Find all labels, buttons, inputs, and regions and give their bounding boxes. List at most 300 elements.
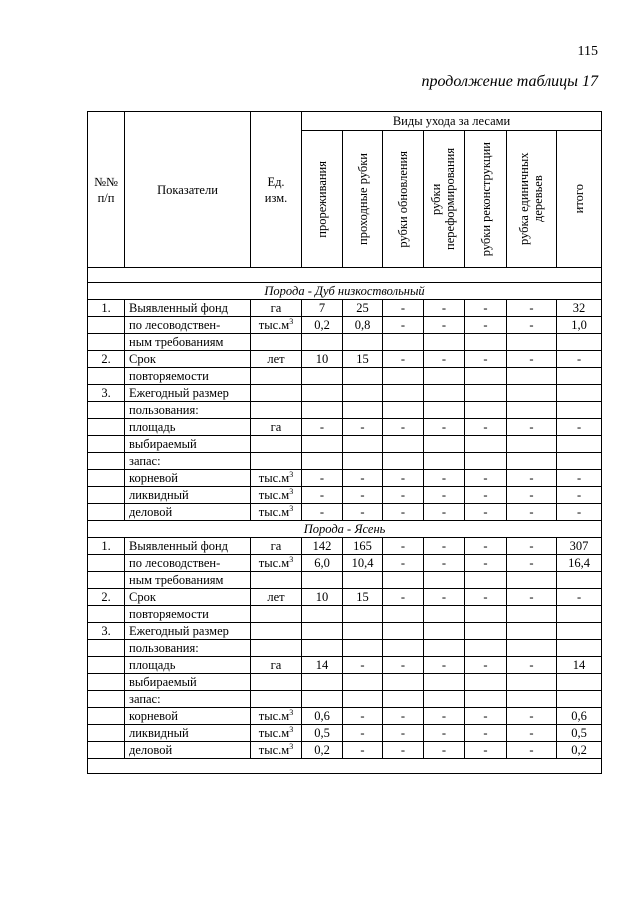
value-cell: -	[465, 300, 507, 317]
row-unit	[251, 504, 302, 521]
row-label: корневой	[125, 470, 251, 487]
row-label: повторяемости	[125, 368, 251, 385]
value-cell: -	[465, 504, 507, 521]
row-number	[88, 419, 125, 436]
row-label: ликвидный	[125, 487, 251, 504]
value-cell: -	[383, 351, 424, 368]
value-cell	[507, 640, 557, 657]
value-cell: -	[507, 742, 557, 759]
value-cell: -	[343, 487, 383, 504]
row-label: запас:	[125, 691, 251, 708]
row-label: по лесоводствен-	[125, 317, 251, 334]
row-unit	[251, 742, 302, 759]
row-unit	[251, 487, 302, 504]
value-cell	[383, 453, 424, 470]
value-cell: -	[465, 708, 507, 725]
value-cell	[557, 623, 602, 640]
row-label: запас:	[125, 453, 251, 470]
row-unit	[251, 351, 302, 368]
row-number	[88, 640, 125, 657]
value-cell: 0,2	[302, 742, 343, 759]
value-cell: 16,4	[557, 555, 602, 572]
header-type-cell	[557, 131, 602, 268]
row-label: по лесоводствен-	[125, 555, 251, 572]
table-row	[88, 487, 602, 504]
value-cell	[302, 640, 343, 657]
header-type-cell	[302, 131, 343, 268]
value-cell: 0,6	[557, 708, 602, 725]
table-row	[88, 436, 602, 453]
spacer-row	[88, 759, 602, 774]
unit-text: га	[270, 420, 282, 434]
row-unit	[251, 623, 302, 640]
value-cell	[302, 334, 343, 351]
value-cell: 6,0	[302, 555, 343, 572]
table-row	[88, 538, 602, 555]
header-type-label: прореживания	[315, 160, 329, 238]
value-cell	[557, 453, 602, 470]
value-cell	[343, 674, 383, 691]
value-cell	[343, 402, 383, 419]
value-cell: 0,2	[302, 317, 343, 334]
value-cell	[557, 334, 602, 351]
header-type-cell	[343, 131, 383, 268]
header-type-label: рубки обновления	[396, 150, 410, 248]
value-cell	[507, 436, 557, 453]
row-unit	[251, 657, 302, 674]
value-cell: -	[343, 725, 383, 742]
table-row	[88, 623, 602, 640]
row-number	[88, 470, 125, 487]
row-unit	[251, 470, 302, 487]
row-number: 3.	[88, 385, 125, 402]
row-unit	[251, 368, 302, 385]
row-label: Выявленный фонд	[125, 538, 251, 555]
table-row	[88, 300, 602, 317]
row-number	[88, 572, 125, 589]
value-cell: -	[557, 470, 602, 487]
header-type-label: рубки переформирования	[429, 147, 457, 251]
value-cell	[557, 640, 602, 657]
value-cell: -	[424, 555, 465, 572]
row-label: корневой	[125, 708, 251, 725]
row-unit	[251, 317, 302, 334]
value-cell: -	[557, 419, 602, 436]
row-unit	[251, 538, 302, 555]
row-number	[88, 691, 125, 708]
table-row	[88, 572, 602, 589]
row-unit	[251, 385, 302, 402]
unit-text: тыс.м	[258, 709, 290, 723]
row-label: Ежегодный размер	[125, 385, 251, 402]
value-cell	[424, 606, 465, 623]
value-cell	[383, 402, 424, 419]
value-cell: -	[465, 487, 507, 504]
value-cell	[343, 606, 383, 623]
breed-title: Порода - Дуб низкоствольный	[88, 283, 602, 300]
row-label: пользования:	[125, 402, 251, 419]
row-number	[88, 317, 125, 334]
value-cell	[302, 674, 343, 691]
value-cell	[383, 640, 424, 657]
row-label: ным требованиям	[125, 334, 251, 351]
unit-text: тыс.м	[258, 743, 290, 757]
value-cell: -	[424, 470, 465, 487]
value-cell: -	[302, 470, 343, 487]
row-unit	[251, 691, 302, 708]
header-type-label: рубка единичных деревьев	[516, 152, 545, 246]
value-cell: -	[424, 351, 465, 368]
value-cell	[302, 402, 343, 419]
value-cell	[465, 572, 507, 589]
value-cell: -	[465, 317, 507, 334]
table-body	[88, 268, 602, 774]
header-type-label: проходные рубки	[355, 153, 370, 245]
value-cell: -	[507, 470, 557, 487]
value-cell: -	[383, 725, 424, 742]
value-cell: -	[507, 657, 557, 674]
value-cell	[465, 453, 507, 470]
value-cell	[557, 691, 602, 708]
value-cell	[343, 334, 383, 351]
spacer-row	[88, 268, 602, 283]
value-cell	[302, 436, 343, 453]
spacer-cell	[88, 759, 602, 774]
table-row	[88, 470, 602, 487]
table-row	[88, 606, 602, 623]
unit-text: тыс.м	[258, 318, 290, 332]
row-number: 2.	[88, 351, 125, 368]
value-cell	[343, 453, 383, 470]
value-cell	[557, 385, 602, 402]
table-row	[88, 317, 602, 334]
value-cell: -	[507, 419, 557, 436]
value-cell: -	[383, 742, 424, 759]
value-cell: -	[383, 657, 424, 674]
value-cell	[507, 368, 557, 385]
unit-text: лет	[267, 352, 285, 366]
unit-exponent: 3	[289, 503, 294, 513]
value-cell: -	[343, 657, 383, 674]
value-cell: 142	[302, 538, 343, 555]
value-cell	[465, 402, 507, 419]
table-row	[88, 640, 602, 657]
row-number	[88, 334, 125, 351]
value-cell	[343, 640, 383, 657]
unit-text: тыс.м	[258, 488, 290, 502]
table-row	[88, 453, 602, 470]
row-label: Срок	[125, 351, 251, 368]
value-cell	[424, 453, 465, 470]
value-cell: -	[343, 419, 383, 436]
value-cell	[383, 436, 424, 453]
unit-exponent: 3	[289, 724, 294, 734]
forest-care-table	[87, 111, 602, 774]
value-cell	[424, 334, 465, 351]
value-cell: -	[465, 555, 507, 572]
row-number: 3.	[88, 623, 125, 640]
value-cell	[557, 402, 602, 419]
row-label: ным требованиям	[125, 572, 251, 589]
row-unit	[251, 572, 302, 589]
table-row	[88, 368, 602, 385]
value-cell	[302, 368, 343, 385]
spacer-cell	[88, 268, 602, 283]
value-cell: -	[383, 538, 424, 555]
value-cell	[343, 572, 383, 589]
value-cell	[302, 606, 343, 623]
table-row	[88, 691, 602, 708]
value-cell: -	[557, 487, 602, 504]
value-cell	[507, 674, 557, 691]
row-label: ликвидный	[125, 725, 251, 742]
unit-text: тыс.м	[258, 471, 290, 485]
value-cell	[383, 368, 424, 385]
value-cell	[465, 623, 507, 640]
value-cell: -	[465, 742, 507, 759]
unit-exponent: 3	[289, 741, 294, 751]
value-cell	[424, 402, 465, 419]
value-cell: 25	[343, 300, 383, 317]
unit-exponent: 3	[289, 486, 294, 496]
value-cell: -	[465, 657, 507, 674]
value-cell: -	[557, 504, 602, 521]
row-number	[88, 487, 125, 504]
value-cell: 307	[557, 538, 602, 555]
value-cell: -	[465, 470, 507, 487]
value-cell: 32	[557, 300, 602, 317]
header-type-cell	[383, 131, 424, 268]
value-cell	[465, 385, 507, 402]
value-cell	[424, 572, 465, 589]
table-row	[88, 708, 602, 725]
value-cell: -	[465, 538, 507, 555]
breed-row	[88, 521, 602, 538]
row-unit	[251, 453, 302, 470]
header-indicators: Показатели	[125, 112, 251, 268]
row-number	[88, 555, 125, 572]
value-cell: 0,8	[343, 317, 383, 334]
row-number	[88, 368, 125, 385]
value-cell: -	[383, 708, 424, 725]
value-cell: -	[557, 589, 602, 606]
value-cell: 15	[343, 589, 383, 606]
value-cell: -	[424, 657, 465, 674]
value-cell: -	[507, 351, 557, 368]
row-number	[88, 606, 125, 623]
row-label: выбираемый	[125, 436, 251, 453]
value-cell: 0,5	[302, 725, 343, 742]
value-cell: -	[424, 725, 465, 742]
row-label: Ежегодный размер	[125, 623, 251, 640]
value-cell: -	[302, 504, 343, 521]
value-cell	[383, 572, 424, 589]
value-cell	[302, 623, 343, 640]
value-cell: -	[302, 419, 343, 436]
unit-text: тыс.м	[258, 726, 290, 740]
value-cell: -	[507, 555, 557, 572]
value-cell: -	[507, 708, 557, 725]
table-row	[88, 504, 602, 521]
value-cell	[383, 674, 424, 691]
row-label: деловой	[125, 742, 251, 759]
value-cell	[424, 691, 465, 708]
value-cell: -	[507, 725, 557, 742]
row-unit	[251, 555, 302, 572]
row-unit	[251, 300, 302, 317]
value-cell: -	[343, 504, 383, 521]
row-label: Срок	[125, 589, 251, 606]
row-number: 2.	[88, 589, 125, 606]
value-cell	[507, 385, 557, 402]
row-unit	[251, 419, 302, 436]
unit-text: га	[270, 539, 282, 553]
value-cell: -	[424, 742, 465, 759]
row-unit	[251, 708, 302, 725]
value-cell: -	[465, 589, 507, 606]
value-cell: -	[465, 351, 507, 368]
header-type-cell	[507, 131, 557, 268]
value-cell	[465, 436, 507, 453]
value-cell: -	[424, 504, 465, 521]
value-cell: 10	[302, 351, 343, 368]
value-cell	[343, 368, 383, 385]
value-cell: -	[383, 487, 424, 504]
value-cell: -	[507, 538, 557, 555]
row-number	[88, 402, 125, 419]
value-cell	[507, 572, 557, 589]
value-cell	[465, 691, 507, 708]
value-cell: -	[383, 504, 424, 521]
value-cell	[557, 674, 602, 691]
unit-exponent: 3	[289, 316, 294, 326]
row-number	[88, 657, 125, 674]
value-cell: -	[424, 589, 465, 606]
row-number	[88, 453, 125, 470]
header-type-cell	[465, 131, 507, 268]
value-cell: -	[383, 300, 424, 317]
value-cell: -	[383, 555, 424, 572]
value-cell: 7	[302, 300, 343, 317]
value-cell: -	[465, 725, 507, 742]
table-row	[88, 402, 602, 419]
table-row	[88, 385, 602, 402]
value-cell: -	[507, 589, 557, 606]
value-cell: 14	[557, 657, 602, 674]
value-cell	[424, 640, 465, 657]
value-cell: -	[343, 708, 383, 725]
header-care-types: Виды ухода за лесами	[302, 112, 602, 131]
row-number	[88, 674, 125, 691]
value-cell: -	[507, 504, 557, 521]
row-label: Выявленный фонд	[125, 300, 251, 317]
row-label: деловой	[125, 504, 251, 521]
value-cell: -	[424, 538, 465, 555]
row-unit	[251, 589, 302, 606]
header-row-1	[88, 112, 602, 131]
row-unit	[251, 402, 302, 419]
table-row	[88, 589, 602, 606]
row-number	[88, 504, 125, 521]
row-unit	[251, 606, 302, 623]
row-unit	[251, 334, 302, 351]
value-cell	[302, 453, 343, 470]
value-cell: -	[465, 419, 507, 436]
table-caption: продолжение таблицы 17	[421, 73, 598, 90]
value-cell	[383, 691, 424, 708]
row-label: площадь	[125, 419, 251, 436]
value-cell	[507, 334, 557, 351]
value-cell	[343, 623, 383, 640]
value-cell: -	[383, 419, 424, 436]
value-cell	[507, 453, 557, 470]
page-number: 115	[577, 44, 598, 59]
row-number	[88, 436, 125, 453]
value-cell	[465, 334, 507, 351]
value-cell: -	[424, 300, 465, 317]
table-row	[88, 674, 602, 691]
value-cell	[507, 402, 557, 419]
row-number: 1.	[88, 538, 125, 555]
value-cell: 1,0	[557, 317, 602, 334]
value-cell	[424, 674, 465, 691]
value-cell	[507, 606, 557, 623]
unit-text: га	[270, 658, 282, 672]
value-cell: -	[507, 487, 557, 504]
value-cell: 10,4	[343, 555, 383, 572]
value-cell: -	[424, 419, 465, 436]
value-cell	[557, 368, 602, 385]
value-cell: -	[507, 300, 557, 317]
table-row	[88, 725, 602, 742]
value-cell	[302, 572, 343, 589]
unit-exponent: 3	[289, 469, 294, 479]
value-cell	[343, 436, 383, 453]
row-unit	[251, 674, 302, 691]
value-cell	[343, 691, 383, 708]
row-unit	[251, 725, 302, 742]
value-cell	[302, 691, 343, 708]
value-cell	[557, 572, 602, 589]
breed-row	[88, 283, 602, 300]
header-type-cell	[424, 131, 465, 268]
row-label: площадь	[125, 657, 251, 674]
unit-text: тыс.м	[258, 556, 290, 570]
unit-exponent: 3	[289, 554, 294, 564]
value-cell	[424, 368, 465, 385]
header-type-label: рубки реконструкции	[478, 141, 493, 257]
row-label: выбираемый	[125, 674, 251, 691]
table-row	[88, 419, 602, 436]
value-cell: -	[424, 708, 465, 725]
value-cell	[383, 606, 424, 623]
value-cell: 0,5	[557, 725, 602, 742]
value-cell	[507, 623, 557, 640]
value-cell: 165	[343, 538, 383, 555]
value-cell: -	[383, 317, 424, 334]
value-cell	[465, 368, 507, 385]
row-number	[88, 708, 125, 725]
value-cell: 14	[302, 657, 343, 674]
table-row	[88, 351, 602, 368]
unit-text: га	[270, 301, 282, 315]
value-cell	[557, 436, 602, 453]
value-cell: -	[343, 742, 383, 759]
value-cell: -	[383, 589, 424, 606]
row-unit	[251, 436, 302, 453]
value-cell: 0,6	[302, 708, 343, 725]
value-cell	[465, 640, 507, 657]
